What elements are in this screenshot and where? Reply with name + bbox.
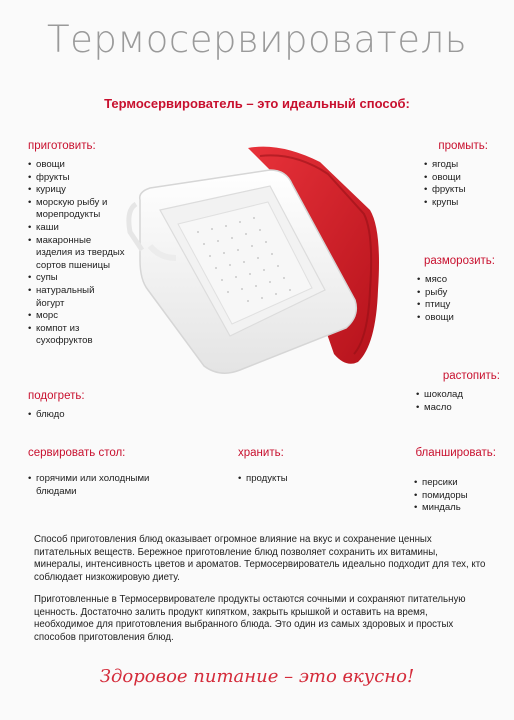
store-list: [238, 473, 338, 486]
list-item: • помидоры: [414, 490, 496, 503]
slogan: Здоровое питание – это вкусно!: [99, 666, 415, 687]
defrost-list: [417, 274, 495, 324]
section-reheat: [28, 390, 148, 422]
section-blanch: [386, 447, 496, 515]
list-item: • фрукты: [424, 184, 488, 197]
section-serve: [28, 447, 218, 498]
list-item: • ягоды: [424, 159, 488, 172]
list-item: • натуральный йогурт: [28, 285, 102, 310]
section-wash: [418, 140, 488, 209]
description-paragraph: Приготовленные в Термосервирователе продукты остаются сочными и сохраняют питательную ценность. Достаточно залить продукт кипятком, закрыть крышкой и оставить на время, необходимое для приготовления выбранного блюда. Это один из самых здоровых и простых способов приготовления блюд.: [34, 594, 466, 643]
list-item: • горячими или холодными блюдами: [28, 473, 186, 498]
wash-heading: промыть:: [438, 140, 488, 152]
reheat-heading: подогреть:: [28, 390, 85, 402]
list-item: • курицу: [28, 184, 168, 197]
list-item: • морскую рыбу и морепродукты: [28, 197, 136, 222]
list-item: • овощи: [417, 312, 495, 325]
list-item: • фрукты: [28, 172, 168, 185]
list-item: • птицу: [417, 299, 495, 312]
melt-heading: растопить:: [442, 370, 500, 382]
melt-list: [416, 389, 500, 414]
section-melt: [410, 370, 500, 414]
list-item: • супы: [28, 272, 168, 285]
list-item: • персики: [414, 477, 496, 490]
list-item: • масло: [416, 402, 500, 415]
list-item: • рыбу: [417, 287, 495, 300]
page-subtitle: Термосервирователь – это идеальный способ:: [104, 96, 410, 111]
list-item: • миндаль: [414, 502, 496, 515]
store-heading: хранить:: [238, 447, 284, 459]
serve-heading: сервировать стол:: [28, 447, 126, 459]
list-item: • шоколад: [416, 389, 500, 402]
section-prepare: [28, 140, 168, 348]
prepare-heading: приготовить:: [28, 140, 96, 152]
list-item: • мясо: [417, 274, 495, 287]
page-title: Термосервирователь: [46, 18, 468, 61]
prepare-list: [28, 159, 168, 348]
section-defrost: [395, 255, 495, 324]
list-item: • овощи: [424, 172, 488, 185]
section-store: [238, 447, 338, 486]
wash-list: [424, 159, 488, 209]
list-item: • компот из сухофруктов: [28, 323, 102, 348]
blanch-list: [414, 477, 496, 515]
description-paragraph: Способ приготовления блюд оказывает огромное влияние на вкус и сохранение ценных питательных веществ. Бережное приготовление блюд позволяет сохранить их витамины, минералы, интенсивность цветов и ароматов. Термосервирователь идеально подходит для тех, кто соблюдает низкожировую диету.: [34, 534, 486, 583]
list-item: • каши: [28, 222, 168, 235]
list-item: • крупы: [424, 197, 488, 210]
serve-list: [28, 473, 218, 498]
list-item: • продукты: [238, 473, 338, 486]
defrost-heading: разморозить:: [423, 255, 495, 267]
list-item: • блюдо: [28, 409, 148, 422]
list-item: • морс: [28, 310, 168, 323]
blanch-heading: бланшировать:: [415, 447, 496, 459]
list-item: • овощи: [28, 159, 168, 172]
reheat-list: [28, 409, 148, 422]
list-item: • макаронные изделия из твердых сортов пшеницы: [28, 235, 128, 273]
